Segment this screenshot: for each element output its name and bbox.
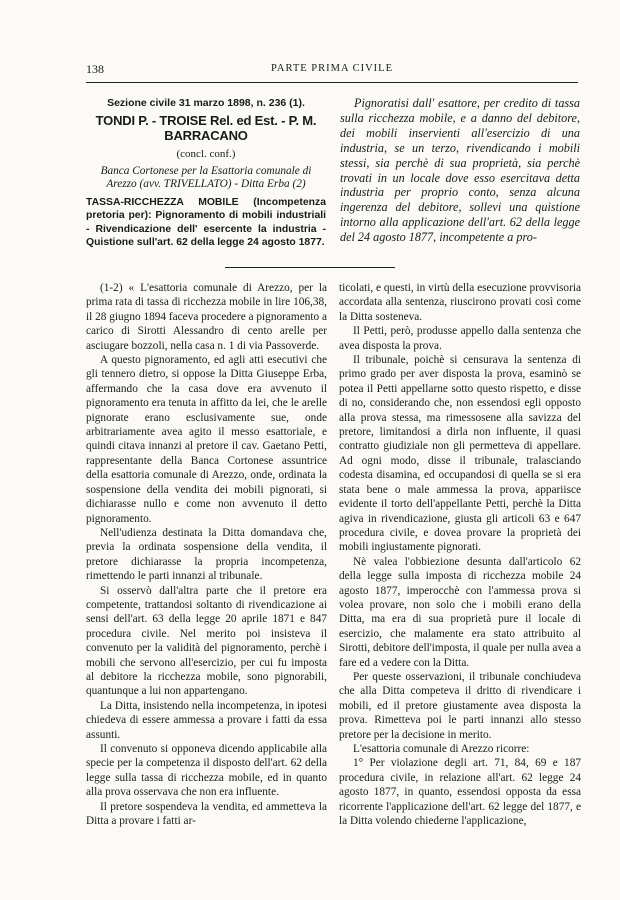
paragraph: Nè valea l'obbiezione desunta dall'articolo 62 della legge sulla imposta di ricchezza mobile 24 agosto 1877, imperocchè con l'ammessa prova si volea provare, non solo che i mobili erano della Ditta, ma era di sua proprietà pure il locale di esercizio, che malamente era stato attribuito al Sirotti, debitore dell'imposta, il quale per nulla avea a fare ed a vedere con la Ditta.: [339, 555, 581, 669]
section-divider: [225, 267, 395, 268]
paragraph: 1° Per violazione degli art. 71, 84, 69 e 187 procedura civile, in relazione all'art. 62 legge 24 agosto 1877, in quanto, essendosi opposta da essa ricorrente l'applicazione dell'art. 62 legge del 1877, e la Ditta volendo chiederne l'applicazione,: [339, 757, 581, 828]
paragraph: L'esattoria comunale di Arezzo ricorre:: [353, 743, 530, 755]
paragraph: La Ditta, insistendo nella incompetenza, in ipotesi chiedeva di essere ammessa a provare i fatti da essa assunti.: [86, 699, 327, 741]
maxim-text: Pignoratisi dall' esattore, per credito di tassa sulla ricchezza mobile, e a danno del debitore, dei mobili inservienti all'esercizio di una industria, se un terzo, rivendicando i mobili stessi, sia perchè di sua proprietà, sia perchè trovati in un locale dove esso esercitava detta industria per proprio conto, senza alcuna ingerenza del debitore, sollevi una quistione intorno alla applicazione dell'art. 62 della legge del 24 agosto 1877, incompetente a pro-: [340, 96, 580, 245]
page-number: 138: [86, 62, 104, 76]
paragraph: (1-2) « L'esattoria comunale di Arezzo, per la prima rata di tassa di ricchezza mobile in lire 106,38, il 28 giugno 1894 faceva procedere a pignoramento a carico di Sirotti Alessandro di cento arelle per asciugare bozzoli, nella casa n. 1 di via Passoverde.: [86, 282, 327, 352]
paragraph: Si osservò dall'altra parte che il pretore era competente, trattandosi soltanto di rivendicazione ai sensi dell'art. 63 della legge 20 aprile 1871 e 847 procedura civile. Nel merito poi insisteva il convenuto per la validità del pignoramento, perchè i mobili che servono all'esercizio, per cui fu imposta al debitore la ricchezza mobile, sono pignorabili, quantunque a lui non appartengano.: [86, 584, 327, 698]
keywords-summary: TASSA-RICCHEZZA MOBILE (Incompetenza pretoria per): Pignoramento di mobili industriali - Rivendicazione dell' esercente la industria - Quistione sull'art. 62 della legge 24 agosto 1877.: [86, 197, 326, 248]
case-heading: [86, 96, 326, 249]
running-title: PARTE PRIMA CIVILE: [271, 63, 393, 74]
body-column-left: [86, 281, 327, 828]
parties-line: Banca Cortonese per la Esattoria comunale di Arezzo (avv. TRIVELLATO) - Ditta Erba (2): [100, 164, 312, 191]
body-column-right: [339, 281, 581, 828]
paragraph: Il Petti, però, produsse appello dalla sentenza che avea disposta la prova.: [339, 325, 581, 352]
paragraph: Per queste osservazioni, il tribunale conchiudeva che alla Ditta competeva il dritto di rivendicare i mobili, ed il pretore giustamente avea disposta la prova. Rimetteva poi le parti innanzi allo stesso pretore per la decisione in merito.: [339, 670, 581, 741]
section-line: Sezione civile 31 marzo 1898, n. 236 (1).: [107, 97, 305, 109]
paragraph: ticolati, e questi, in virtù della esecuzione provvisoria accordata alla sentenza, riuscirono provati così come la Ditta sosteneva.: [339, 282, 581, 323]
paragraph: Il convenuto si opponeva dicendo applicabile alla specie per la competenza il disposto dell'art. 62 della legge sulla tassa di ricchezza mobile, ed in quanto alla prova osservava che non era influente.: [86, 743, 327, 799]
judges-line: TONDI P. - TROISE Rel. ed Est. - P. M. BARRACANO: [95, 113, 317, 143]
conclusions-line: (concl. conf.): [176, 148, 236, 161]
paragraph: Il pretore sospendeva la vendita, ed ammetteva la Ditta a provare i fatti ar-: [86, 800, 327, 828]
paragraph: A questo pignoramento, ed agli atti esecutivi che gli tennero dietro, si oppose la Ditta Giuseppe Erba, affermando che la casa dove era avvenuto il pignoramento era tenuta in affitto da lei, che le arelle pignorate erano esclusivamente sue, onde arbitrariamente avea agito il messo esattoriale, e quindi citava innanzi al pretore il cav. Gaetano Petti, rappresentante della Banca Cortonese assuntrice della esattoria comunale di Arezzo, onde, ordinata la sospensione della vendita dei mobili pignorati, si dichiarasse nullo e come non avvenuto il detto pignoramento.: [86, 354, 327, 525]
paragraph: Il tribunale, poichè si censurava la sentenza di primo grado per aver disposta la prova, esaminò se potea il Petti appellarne sotto questo rispetto, e disse di no, considerando che, non essendosi egli opposto alla prova stessa, ma rimessosene alla savizza del pretore, limitandosi a dirla non influente, il quasi contratto giudiziale non gli permetteva di appellare. Ad ogni modo, disse il tribunale, tralasciando codesta disamina, ed occupandosi di quella se si era stata bene o male ammessa la prova, appariisce evidente il torto dell'appellante Petti, perchè la Ditta agiva in rivendicazione, giusta gli articoli 63 e 647 procedura civile, e dovea provare la proprietà dei mobili ingiustamente pignorati.: [339, 354, 581, 554]
legal-maxim: [340, 96, 580, 245]
page-header: [86, 60, 578, 83]
paragraph: Nell'udienza destinata la Ditta domandava che, previa la ordinata sospensione della vendita, il pretore dichiarasse la propria incompetenza, rimettendo le parti innanzi al tribunale.: [86, 526, 327, 583]
